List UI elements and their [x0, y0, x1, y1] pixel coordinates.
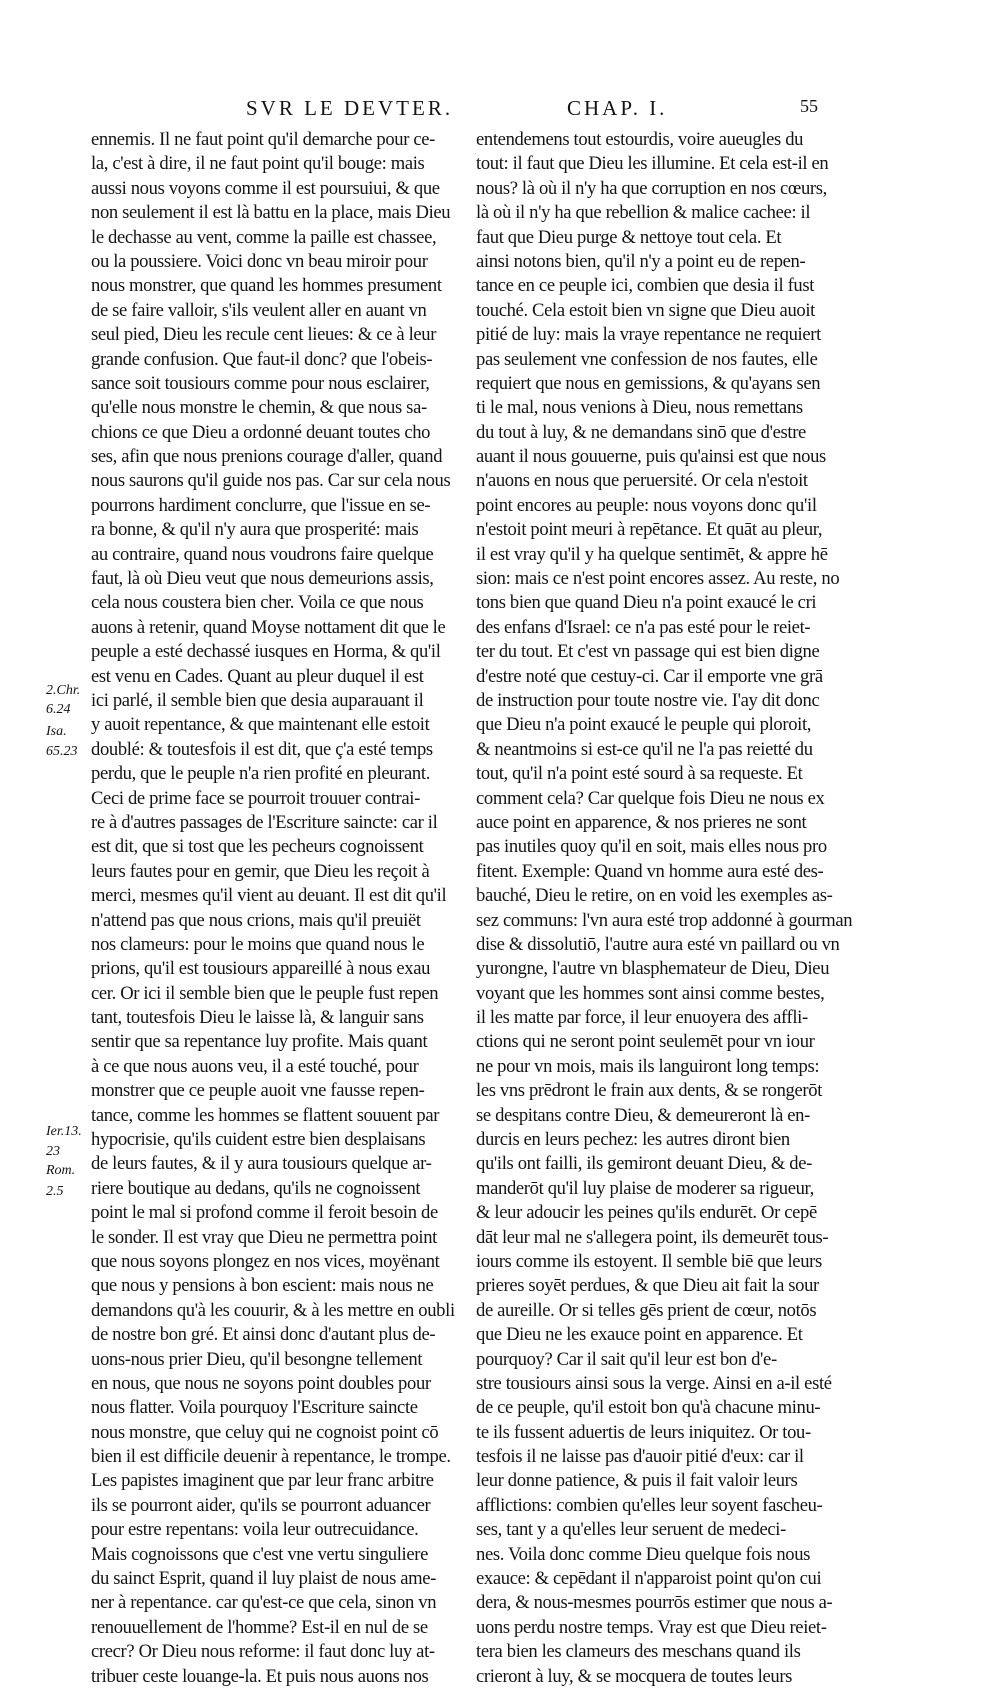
text-line: seul pied, Dieu les recule cent lieues: & ce à leur: [91, 324, 437, 346]
text-line: prieres soyēt perdues, & que Dieu ait fait la sour: [476, 1275, 819, 1297]
text-line: que nous soyons plongez en nos vices, moyënant: [91, 1250, 440, 1272]
text-line: voyant que les hommes sont ainsi comme bestes,: [476, 982, 825, 1004]
text-line: tribuer ceste louange-la. Et puis nous auons nos: [91, 1665, 429, 1687]
text-line: la, c'est à dire, il ne faut point qu'il bouge: mais: [91, 153, 425, 175]
text-line: non seulement il est là battu en la place, mais Dieu: [91, 202, 451, 224]
text-line: de ce peuple, qu'il estoit bon qu'à chacune minu-: [476, 1397, 821, 1419]
text-line: auant il nous gouuerne, puis qu'ainsi est que nous: [476, 446, 826, 468]
text-line: touché. Cela estoit bien vn signe que Dieu auoit: [476, 299, 815, 321]
text-line: de se faire valloir, s'ils veulent aller en auant vn: [91, 299, 427, 321]
text-line: demandons qu'à les couurir, & à les mettre en oubli: [91, 1299, 455, 1321]
text-line: chions ce que Dieu a ordonné deuant toutes cho: [91, 421, 431, 443]
text-line: en nous, que nous ne soyons point doubles pour: [91, 1372, 431, 1394]
text-line: ses, tant y a qu'elles leur seruent de medeci-: [476, 1519, 786, 1541]
text-line: stre tousiours ainsi sous la verge. Ainsi en a-il esté: [476, 1372, 832, 1394]
text-line: hypocrisie, qu'ils cuident estre bien desplaisans: [91, 1129, 426, 1151]
margin-note: Rom.: [46, 1163, 76, 1178]
text-line: re à d'autres passages de l'Escriture saincte: car il: [91, 811, 438, 833]
text-line: ici parlé, il semble bien que desia auparauant il: [91, 689, 424, 711]
text-line: il est vray qu'il y ha quelque sentimēt, & appre hē: [476, 543, 828, 565]
text-line: que Dieu n'a point exaucé le peuple qui ploroit,: [476, 714, 812, 736]
text-line: tout, qu'il n'a point esté sourd à sa requeste. Et: [476, 763, 803, 785]
margin-note: Ier.13.: [46, 1124, 82, 1139]
text-line: requiert que nous en gemissions, & qu'ayans sen: [476, 372, 821, 394]
running-head: [0, 96, 1000, 128]
text-line: est venu en Cades. Quant au pleur duquel il est: [91, 665, 424, 687]
text-line: leur donne patience, & puis il fait valoir leurs: [476, 1470, 798, 1492]
margin-note: 65.23: [46, 744, 78, 759]
text-line: prions, qu'il est tousiours appareillé à nous exau: [91, 958, 431, 980]
text-line: d'estre noté que cestuy-ci. Car il emporte vne grā: [476, 665, 823, 687]
text-line: du sainct Esprit, quand il luy plaist de nous ame-: [91, 1568, 437, 1590]
text-line: uons perdu nostre temps. Vray est que Dieu reiet-: [476, 1616, 827, 1638]
text-line: ou la poussiere. Voici donc vn beau miroir pour: [91, 250, 428, 272]
text-line: y auoit repentance, & que maintenant elle estoit: [91, 714, 430, 736]
text-line: tout: il faut que Dieu les illumine. Et cela est-il en: [476, 153, 829, 175]
text-line: est dit, que si tost que les pecheurs cognoissent: [91, 836, 424, 858]
chapter-label: CHAP. I.: [567, 96, 668, 120]
text-line: manderōt qu'il luy plaise de moderer sa rigueur,: [476, 1177, 814, 1199]
text-line: merci, mesmes qu'il vient au deuant. Il est dit qu'il: [91, 885, 447, 907]
text-line: sentir que sa repentance luy profite. Mais quant: [91, 1031, 428, 1053]
text-line: se despitans contre Dieu, & demeureront là en-: [476, 1104, 810, 1126]
text-line: sance soit tousiours comme pour nous esclairer,: [91, 372, 430, 394]
text-line: nous monstre, que celuy qui ne cognoist point cō: [91, 1421, 439, 1443]
text-line: riere boutique au dedans, qu'ils ne cognoissent: [91, 1177, 421, 1199]
text-line: auons à retenir, quand Moyse nottament dit que le: [91, 616, 446, 638]
text-line: afflictions: combien qu'elles leur soyent fascheu-: [476, 1494, 823, 1516]
text-line: leurs fautes pour en gemir, que Dieu les reçoit à: [91, 860, 430, 882]
text-line: point encores au peuple: nous voyons donc qu'il: [476, 494, 817, 516]
text-line: grande confusion. Que faut-il donc? que l'obeis-: [91, 348, 433, 370]
text-line: du tout à luy, & ne demandans sinō que d'estre: [476, 421, 806, 443]
text-line: fitent. Exemple: Quand vn homme aura esté des-: [476, 860, 824, 882]
text-line: dāt leur mal ne s'allegera point, ils demeurēt tous-: [476, 1226, 829, 1248]
text-line: exauce: & cepēdant il n'apparoist point qu'on cui: [476, 1568, 822, 1590]
text-line: Les papistes imaginent que par leur franc arbitre: [91, 1470, 434, 1492]
text-line: nous flatter. Voila pourquoy l'Escriture saincte: [91, 1397, 418, 1419]
text-line: pourquoy? Car il sait qu'il leur est bon d'e-: [476, 1348, 777, 1370]
text-line: ti le mal, nous venions à Dieu, nous remettans: [476, 397, 803, 419]
text-line: tesfois il ne laisse pas d'auoir pitié d'eux: car il: [476, 1446, 804, 1468]
text-line: durcis en leurs pechez: les autres diront bien: [476, 1129, 790, 1151]
left-column: [91, 128, 455, 1689]
text-line: sion: mais ce n'est point encores assez. Au reste, no: [476, 568, 840, 590]
text-line: entendemens tout estourdis, voire aueugles du: [476, 129, 804, 150]
text-line: crecr? Or Dieu nous reforme: il faut donc luy at-: [91, 1641, 435, 1663]
text-line: & leur adoucir les peines qu'ils endurēt. Or cepē: [476, 1202, 817, 1224]
text-line: le sonder. Il est vray que Dieu ne permettra point: [91, 1226, 437, 1248]
text-line: ra bonne, & qu'il n'y aura que prosperité: mais: [91, 519, 419, 541]
text-line: comment cela? Car quelque fois Dieu ne nous ex: [476, 787, 825, 809]
text-line: auce point en apparence, & nos prieres ne sont: [476, 811, 807, 833]
text-line: qu'elle nous monstre le chemin, & que nous sa-: [91, 397, 427, 419]
text-line: ter du tout. Et c'est vn passage qui est bien digne: [476, 641, 820, 663]
text-line: pas inutiles quoy qu'il en soit, mais elles nous pro: [476, 836, 827, 858]
text-line: nous saurons qu'il guide nos pas. Car sur cela nous: [91, 470, 451, 492]
text-line: bauché, Dieu le retire, on en void les exemples as-: [476, 885, 833, 907]
text-line: sez communs: l'vn aura esté trop addonné à gourman: [476, 909, 853, 931]
text-line: au contraire, quand nous voudrons faire quelque: [91, 543, 434, 565]
text-line: cela nous coustera bien cher. Voila ce que nous: [91, 592, 424, 614]
text-line: & neantmoins si est-ce qu'il ne l'a pas reietté du: [476, 738, 813, 760]
text-line: nos clameurs: pour le moins que quand nous le: [91, 933, 425, 955]
text-line: doublé: & toutesfois il est dit, que ç'a esté temps: [91, 738, 433, 760]
text-line: n'estoit point meuri à repētance. Et quāt au pleur,: [476, 519, 823, 541]
text-line: n'auons en nous que peruersité. Or cela n'estoit: [476, 470, 808, 492]
margin-note: 6.24: [46, 702, 71, 717]
text-line: n'attend pas que nous crions, mais qu'il preuiët: [91, 909, 421, 931]
text-line: le dechasse au vent, comme la paille est chassee,: [91, 226, 437, 248]
text-line: là où il n'y ha que rebellion & malice cachee: il: [476, 202, 811, 224]
text-line: point le mal si profond comme il feroit besoin de: [91, 1202, 438, 1224]
text-line: tera bien les clameurs des meschans quand ils: [476, 1641, 801, 1663]
text-line: dera, & nous-mesmes pourrōs estimer que nous a-: [476, 1592, 833, 1614]
page-number: 55: [800, 96, 818, 116]
text-line: cer. Or ici il semble bien que le peuple fust repen: [91, 982, 439, 1004]
text-line: crieront à luy, & se mocquera de toutes leurs: [476, 1665, 793, 1687]
text-line: que nous y pensions à bon escient: mais nous ne: [91, 1275, 434, 1297]
margin-note: 23: [46, 1144, 60, 1159]
text-line: renouuellement de l'homme? Est-il en nul de se: [91, 1616, 428, 1638]
text-line: nes. Voila donc comme Dieu quelque fois nous: [476, 1543, 811, 1565]
text-line: pour estre repentans: voila leur outrecuidance.: [91, 1519, 419, 1541]
text-line: nous? là où il n'y ha que corruption en nos cœurs,: [476, 177, 827, 199]
text-line: ennemis. Il ne faut point qu'il demarche pour ce-: [91, 129, 436, 150]
text-line: ainsi notons bien, qu'il n'y a point eu de repen-: [476, 250, 806, 272]
text-line: tance, comme les hommes se flattent souuent par: [91, 1104, 440, 1126]
text-line: pitié de luy: mais la vraye repentance ne requiert: [476, 324, 821, 346]
margin-note: 2.5: [46, 1184, 64, 1199]
text-line: peuple a esté dechassé iusques en Horma, & qu'il: [91, 641, 441, 663]
text-line: te ils fussent aduertis de leurs iniquitez. Or tou-: [476, 1421, 811, 1443]
text-line: que Dieu ne les exauce point en apparence. Et: [476, 1324, 803, 1346]
text-line: de instruction pour toute nostre vie. I'ay dit donc: [476, 689, 820, 711]
text-line: de leurs fautes, & il y aura tousiours quelque ar-: [91, 1153, 432, 1175]
text-line: de aureille. Or si telles gēs prient de cœur, notōs: [476, 1299, 817, 1321]
text-line: faut que Dieu purge & nettoye tout cela. Et: [476, 226, 782, 248]
running-title: SVR LE DEVTER.: [246, 96, 454, 120]
text-line: ils se pourront aider, qu'ils se pourront aduancer: [91, 1494, 431, 1516]
text-line: yurongne, l'autre vn blasphemateur de Dieu, Dieu: [476, 958, 830, 980]
text-line: des enfans d'Israel: ce n'a pas esté pour le reiet-: [476, 616, 811, 638]
text-line: qu'ils ont failli, ils gemiront deuant Dieu, & de-: [476, 1153, 812, 1175]
text-line: Ceci de prime face se pourroit trouuer contrai-: [91, 787, 420, 809]
text-line: ne pour vn mois, mais ils languiront long temps:: [476, 1055, 820, 1077]
text-line: Mais cognoissons que c'est vne vertu singuliere: [91, 1543, 429, 1565]
margin-note: Isa.: [46, 724, 67, 739]
text-line: ctions qui ne seront point seulemēt pour vn iour: [476, 1031, 815, 1053]
text-line: pourrons hardiment conclurre, que l'issue en se-: [91, 494, 431, 516]
text-line: nous monstrer, que quand les hommes presument: [91, 275, 442, 297]
text-line: iours comme ils estoyent. Il semble biē que leurs: [476, 1250, 822, 1272]
text-line: à ce que nous auons veu, il a esté touché, pour: [91, 1055, 419, 1077]
text-line: dise & dissolutiō, l'autre aura esté vn paillard ou vn: [476, 933, 840, 955]
text-line: ses, afin que nous prenions courage d'aller, quand: [91, 446, 443, 468]
text-line: ner à repentance. car qu'est-ce que cela, sinon vn: [91, 1592, 437, 1614]
text-line: perdu, que le peuple n'a rien profité en pleurant.: [91, 763, 430, 785]
text-line: de nostre bon gré. Et ainsi donc d'autant plus de-: [91, 1324, 436, 1346]
text-line: uons-nous prier Dieu, qu'il besongne tellement: [91, 1348, 423, 1370]
right-column: [476, 128, 853, 1689]
text-line: bien il est difficile deuenir à repentance, le trompe.: [91, 1446, 451, 1468]
text-line: il les matte par force, il leur enuoyera des affli-: [476, 1007, 808, 1029]
margin-note: 2.Chr.: [46, 683, 81, 698]
text-line: pas seulement vne confession de nos fautes, elle: [476, 348, 818, 370]
text-line: faut, là où Dieu veut que nous demeurions assis,: [91, 568, 434, 590]
text-line: monstrer que ce peuple auoit vne fausse repen-: [91, 1080, 425, 1102]
text-line: tant, toutesfois Dieu le laisse là, & languir sans: [91, 1007, 424, 1029]
text-line: tons bien que quand Dieu n'a point exaucé le cri: [476, 592, 817, 614]
text-line: tance en ce peuple ici, combien que desia il fust: [476, 275, 815, 297]
text-line: les vns prēdront le frain aux dents, & se rongerōt: [476, 1080, 823, 1102]
text-line: aussi nous voyons comme il est poursuiui, & que: [91, 177, 440, 199]
